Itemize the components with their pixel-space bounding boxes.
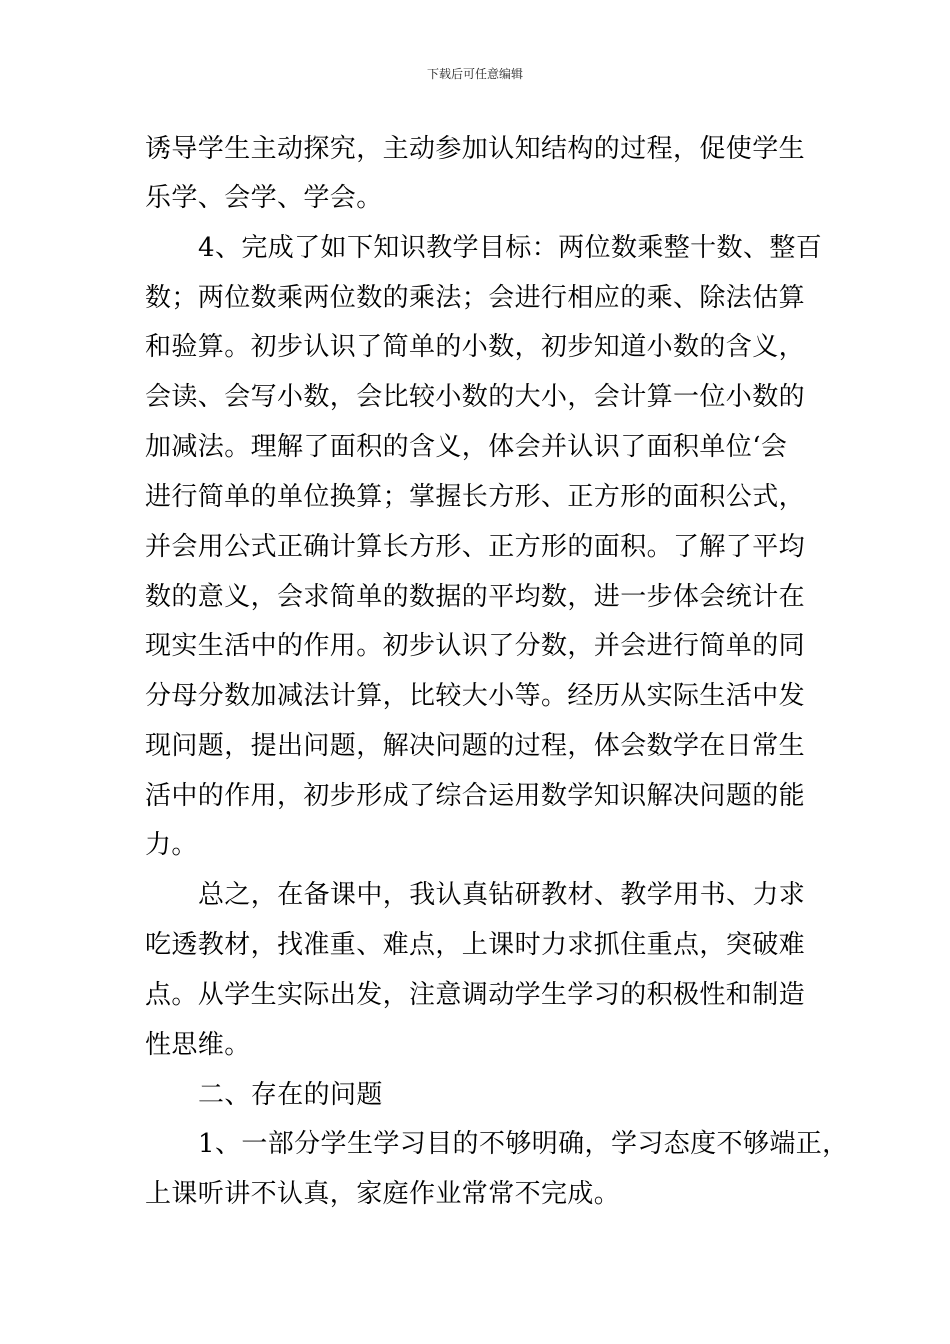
text-line: 点。从学生实际出发，注意调动学生学习的积极性和制造 (145, 980, 806, 1010)
page-header: 下载后可任意编辑 (426, 67, 523, 81)
text-line: 乐学、会学、学会。 (145, 183, 383, 213)
text-line: 吃透教材，找准重、难点，上课时力求抓住重点，突破难 (145, 930, 806, 960)
text-line: 现实生活中的作用。初步认识了分数，并会进行简单的同 (145, 631, 806, 661)
text-line: 4、完成了如下知识教学目标：两位数乘整十数、整百 (198, 233, 823, 263)
text-line: 进行简单的单位换算；掌握长方形、正方形的面积公式， (145, 482, 806, 512)
text-line: 并会用公式正确计算长方形、正方形的面积。了解了平均 (145, 532, 806, 562)
text-line: 总之，在备课中，我认真钻研教材、教学用书、力求 (198, 880, 806, 910)
text-line: 分母分数加减法计算，比较大小等。经历从实际生活中发 (145, 681, 806, 711)
text-line: 会读、会写小数，会比较小数的大小，会计算一位小数的 (145, 382, 806, 412)
text-line: 诱导学生主动探究，主动参加认知结构的过程，促使学生 (145, 134, 806, 164)
text-line: 上课听讲不认真，家庭作业常常不完成。 (145, 1179, 621, 1209)
text-line: 1、一部分学生学习目的不够明确，学习态度不够端正， (198, 1129, 849, 1159)
text-line: 活中的作用，初步形成了综合运用数学知识解决问题的能 (145, 781, 806, 811)
text-line: 力。 (145, 830, 198, 860)
section-heading: 二、存在的问题 (198, 1080, 383, 1110)
text-line: 加减法。理解了面积的含义，体会并认识了面积单位‘会 (145, 432, 788, 462)
text-line: 和验算。初步认识了简单的小数，初步知道小数的含义， (145, 332, 806, 362)
text-line: 现问题，提出问题，解决问题的过程，体会数学在日常生 (145, 731, 806, 761)
text-line: 数的意义，会求简单的数据的平均数，进一步体会统计在 (145, 582, 806, 612)
text-line: 性思维。 (145, 1030, 251, 1060)
text-line: 数；两位数乘两位数的乘法；会进行相应的乘、除法估算 (145, 283, 806, 313)
